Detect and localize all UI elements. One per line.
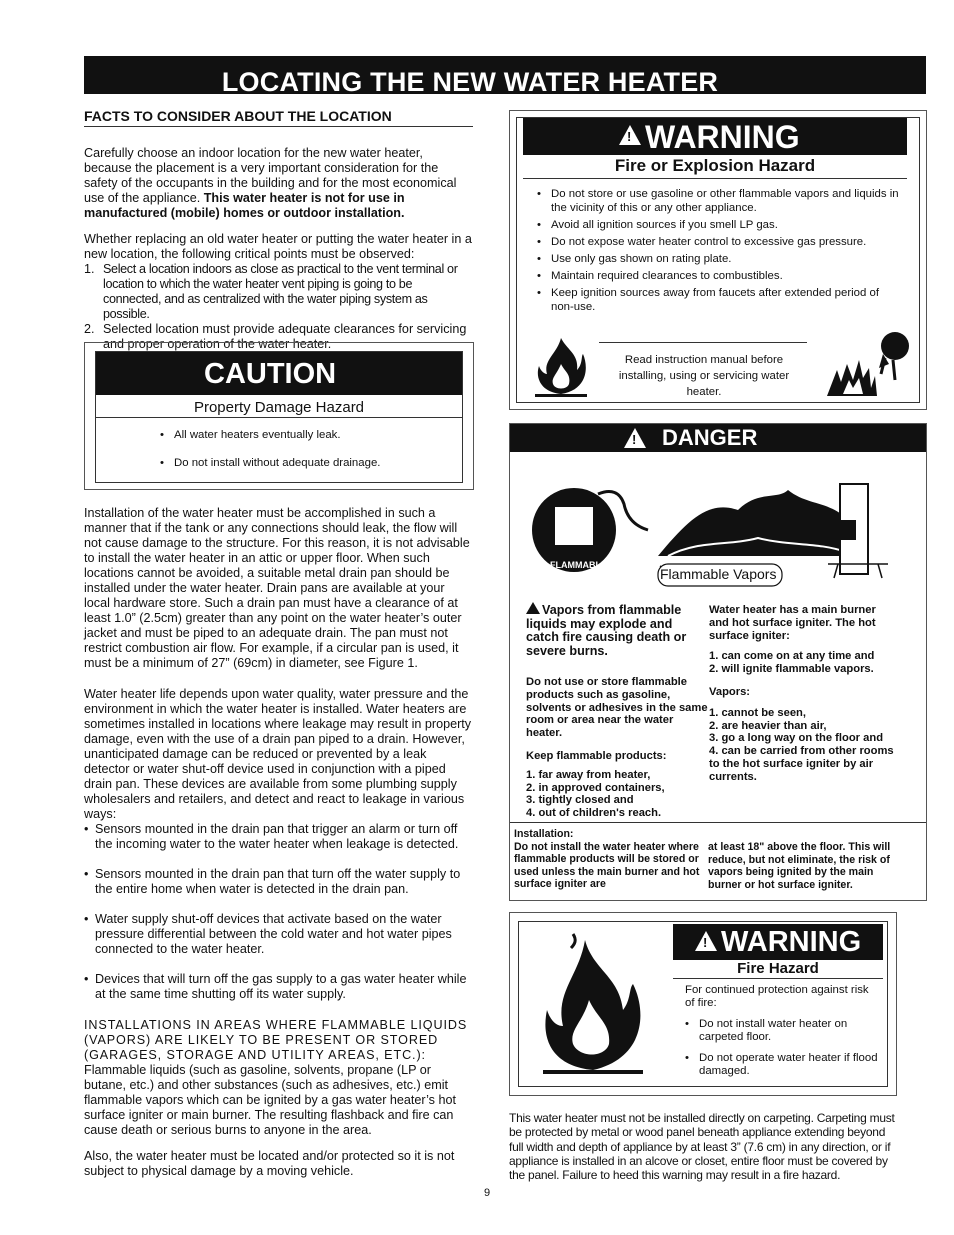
divider bbox=[599, 342, 807, 343]
keep-item: 4. out of children's reach. bbox=[526, 807, 662, 820]
leak-device-list bbox=[84, 822, 473, 1002]
warning-title: WARNING bbox=[645, 119, 800, 155]
explosion-person-icon bbox=[823, 324, 913, 398]
alert-triangle-icon bbox=[526, 602, 540, 614]
warning-item: • Maintain required clearances to combustibles. bbox=[537, 270, 783, 282]
flammable-can-label: FLAMMABLE bbox=[550, 560, 607, 570]
keep-item: 1. far away from heater, bbox=[526, 768, 651, 781]
warning-item-text: Avoid all ignition sources if you smell LP gas. bbox=[551, 219, 778, 231]
vapors-heading: Vapors: bbox=[709, 685, 751, 698]
flammable-vapors-illustration bbox=[528, 480, 898, 610]
warning-item-text: Use only gas shown on rating plate. bbox=[551, 253, 732, 265]
danger-lead-text: Vapors from flammable liquids may explode and catch fire causing death or severe burns. bbox=[526, 603, 687, 658]
caution-item: • All water heaters eventually leak. bbox=[160, 429, 341, 441]
manual-note: Read instruction manual before installing, using or servicing water heater. bbox=[618, 354, 790, 398]
fire-icon bbox=[523, 930, 663, 1080]
heater-item: 1. can come on at any time and bbox=[709, 650, 875, 663]
leak-device-text: Water supply shut-off devices that activate based on the water pressure differential between the cold water and hot water pipes connected to the water heater. bbox=[95, 912, 452, 956]
warning-item: • Do not store or use gasoline or other flammable vapors and liquids in the vicinity of this or any other appliance. bbox=[537, 188, 899, 214]
item-text: Select a location indoors as close as practical to the vent terminal or location to which the water heater vent piping is going to be connected, and as centralized with the water piping system as possible. bbox=[103, 262, 458, 321]
install-text: Installation of the water heater must be accomplished in such a manner that if the tank or any connections should leak, the flow will not cause damage to the structure. For this reason, it is not advisable to install the water heater in an attic or upper floor. When such locations cannot be avoided, a suitable metal drain pan should be installed under the water heater. Drain pans are available at your local hardware store. Such a drain pan must have a clearance of at least 1.0” (2.5cm) greater than any point on the water heater’s outer jacket and must be piped to an adequate drain. The pan must not restrict combustion air flow. For example, if a circular pan is used, it must be a minimum of 27” (69cm) in diameter, see Figure 1. bbox=[84, 506, 470, 670]
alert-triangle-icon: ! bbox=[619, 125, 641, 145]
install-heading: Installation: bbox=[514, 828, 574, 840]
page-title-banner bbox=[84, 56, 926, 94]
caution-item: • Do not install without adequate drainage. bbox=[160, 457, 381, 469]
leak-device-item: • Devices that will turn off the gas supply to a gas water heater while at the same time shutting off its water supply. bbox=[84, 972, 473, 1002]
leak-device-text: Sensors mounted in the drain pan that turn off the water supply to the entire home when water is detected in the drain pan. bbox=[95, 867, 461, 896]
danger-box bbox=[509, 423, 927, 901]
warning2-body bbox=[685, 984, 879, 1078]
intro-bold-text: This water heater is not for use in manufactured (mobile) homes or outdoor installation. bbox=[84, 191, 405, 220]
leak-device-item: • Water supply shut-off devices that activate based on the water pressure differential between the cold water and hot water pipes connected to the water heater. bbox=[84, 912, 473, 957]
alert-triangle-icon: ! bbox=[695, 931, 717, 951]
intro-list-lead: Whether replacing an old water heater or putting the water heater in a new location, the following critical points must be observed: bbox=[84, 232, 472, 261]
carpet-note: This water heater must not be installed directly on carpeting. Carpeting must be protected by metal or wood panel beneath appliance extending beyond full width and depth of appliance by at least 3” (7.6 cm) in any direction, or if appliance is installed in an alcove or closet, entire floor must be covered by the panel. Failure to heed this warning may result in a fire hazard. bbox=[509, 1111, 895, 1183]
caution-item-text: Do not install without adequate drainage. bbox=[174, 457, 381, 469]
install-note-right: at least 18" above the floor. This will reduce, but not eliminate, the risk of vapors being ignited by the main burner or hot surface igniter. bbox=[708, 841, 891, 891]
fire-icon bbox=[531, 334, 591, 398]
leak-device-text: Sensors mounted in the drain pan that trigger an alarm or turn off the incoming water to the water heater when leakage is detected. bbox=[95, 822, 459, 851]
warning-item: • Do not expose water heater control to excessive gas pressure. bbox=[537, 236, 867, 248]
warning2-title-bar bbox=[673, 924, 883, 960]
warning-list bbox=[517, 179, 919, 314]
danger-title: DANGER bbox=[662, 425, 758, 450]
warning-subtitle: Fire or Explosion Hazard bbox=[523, 155, 907, 179]
page-number: 9 bbox=[484, 1187, 491, 1199]
intro-list bbox=[84, 232, 473, 352]
life-text: Water heater life depends upon water quality, water pressure and the environment in which the water heater is installed. Water heaters are sometimes installed in locations where leakage may result in property damage, even with the use of a drain pan piped to a drain. However, unanticipated damage can be reduced or prevented by a leak detector or water shut-off device used in conjunction with a piped drain pan. These devices are available from some plumbing supply wholesalers and retailers, and detect and react to leakage in various ways: bbox=[84, 687, 472, 821]
warning2-item-text: Do not operate water heater if flood damaged. bbox=[699, 1052, 878, 1077]
no-store-text: Do not use or store flammable products such as gasoline, solvents or adhesives in the same room or area near the water heater. bbox=[526, 676, 708, 740]
caution-inner bbox=[95, 351, 463, 483]
vapors-item: 2. are heavier than air, bbox=[709, 719, 827, 732]
caution-subtitle: Property Damage Hazard bbox=[96, 395, 462, 418]
warning-fire-explosion-box bbox=[509, 110, 927, 410]
danger-lead bbox=[526, 602, 708, 658]
item-number: 1. bbox=[84, 262, 95, 276]
caution-title: CAUTION bbox=[96, 352, 462, 395]
warning2-subtitle: Fire Hazard bbox=[673, 960, 883, 979]
warning2-item-text: Do not install water heater on carpeted floor. bbox=[699, 1018, 848, 1043]
danger-title-bar bbox=[510, 424, 926, 452]
caution-item-text: All water heaters eventually leak. bbox=[174, 429, 341, 441]
warning2-item: • Do not operate water heater if flood damaged. bbox=[685, 1052, 878, 1077]
warning2-inner bbox=[518, 921, 888, 1087]
caution-box bbox=[84, 342, 474, 490]
keep-heading: Keep flammable products: bbox=[526, 749, 667, 762]
warning-item: • Use only gas shown on rating plate. bbox=[537, 253, 732, 265]
warning-title-bar bbox=[523, 118, 907, 155]
intro-list-item bbox=[84, 262, 473, 322]
vapors-item: 3. go a long way on the floor and bbox=[709, 732, 884, 745]
item-text: Selected location must provide adequate clearances for servicing and proper operation of the water heater. bbox=[103, 322, 467, 351]
keep-item: 3. tightly closed and bbox=[526, 794, 634, 807]
keep-list bbox=[526, 769, 708, 820]
page-title: LOCATING THE NEW WATER HEATER bbox=[221, 67, 719, 94]
flammable-vapors-label: Flammable Vapors bbox=[660, 566, 777, 582]
heater-heading: Water heater has a main burner and hot surface igniter. The hot surface igniter: bbox=[709, 604, 876, 642]
warning2-item: • Do not install water heater on carpeted floor. bbox=[685, 1018, 879, 1044]
flammable-caps-text: INSTALLATIONS IN AREAS WHERE FLAMMABLE LIQUIDS (VAPORS) ARE LIKELY TO BE PRESENT OR STORED (GARAGES, STORAGE AND UTILITY AREAS, ETC.): bbox=[84, 1018, 468, 1062]
install-paragraph bbox=[84, 506, 473, 671]
install-left-text: Do not install the water heater where flammable products will be stored or used unless the main burner and hot surface igniter are bbox=[514, 840, 700, 891]
vapors-item: 4. can be carried from other rooms to the hot surface igniter by air currents. bbox=[709, 745, 894, 783]
warning-item-text: Maintain required clearances to combustibles. bbox=[551, 270, 783, 282]
warning2-intro: For continued protection against risk of fire: bbox=[685, 984, 869, 1009]
warning-item-text: Do not store or use gasoline or other flammable vapors and liquids in the vicinity of this or any other appliance. bbox=[551, 188, 899, 214]
warning2-title: WARNING bbox=[721, 926, 862, 958]
leak-device-text: Devices that will turn off the gas supply to a gas water heater while at the same time shutting off its water supply. bbox=[95, 972, 467, 1001]
intro-paragraph bbox=[84, 146, 473, 221]
flammable-paragraph bbox=[84, 1018, 473, 1138]
danger-right-column bbox=[709, 604, 895, 784]
vapors-item: 1. cannot be seen, bbox=[709, 706, 806, 719]
item-number: 2. bbox=[84, 322, 95, 336]
warning-item: • Avoid all ignition sources if you smell LP gas. bbox=[537, 219, 778, 231]
divider bbox=[510, 822, 926, 823]
danger-left-column bbox=[526, 676, 708, 820]
life-paragraph bbox=[84, 687, 473, 822]
keep-item: 2. in approved containers, bbox=[526, 781, 665, 794]
heater-item: 2. will ignite flammable vapors. bbox=[709, 663, 874, 676]
warning-fire-hazard-box bbox=[509, 912, 897, 1096]
alert-triangle-icon: ! bbox=[624, 428, 646, 448]
vehicle-text: Also, the water heater must be located and/or protected so it is not subject to physical damage by a moving vehicle. bbox=[84, 1149, 455, 1178]
install-note-left bbox=[514, 828, 702, 891]
vehicle-paragraph bbox=[84, 1149, 473, 1179]
intro-text: Carefully choose an indoor location for the new water heater, because the placement is a very important consideration for the safety of the occupants in the building and for the most economical use of the appliance. bbox=[84, 146, 457, 205]
section-heading: FACTS TO CONSIDER ABOUT THE LOCATION bbox=[84, 108, 473, 127]
leak-device-item: • Sensors mounted in the drain pan that turn off the water supply to the entire home when water is detected in the drain pan. bbox=[84, 867, 473, 897]
warning-item-text: Do not expose water heater control to excessive gas pressure. bbox=[551, 236, 867, 248]
flammable-text: Flammable liquids (such as gasoline, solvents, propane (LP or butane, etc.) and other substances (such as adhesives, etc.) emit flammable vapors which can be ignited by a gas water heater’s hot surface igniter or main burner. The resulting flashback and fire can cause death or serious burns to anyone in the area. bbox=[84, 1063, 456, 1137]
warning-item: • Keep ignition sources away from faucets after extended period of non-use. bbox=[537, 286, 899, 314]
warning-item-text: Keep ignition sources away from faucets after extended period of non-use. bbox=[551, 287, 879, 313]
warning-inner bbox=[516, 117, 920, 403]
leak-device-item: • Sensors mounted in the drain pan that trigger an alarm or turn off the incoming water to the water heater when leakage is detected. bbox=[84, 822, 473, 852]
